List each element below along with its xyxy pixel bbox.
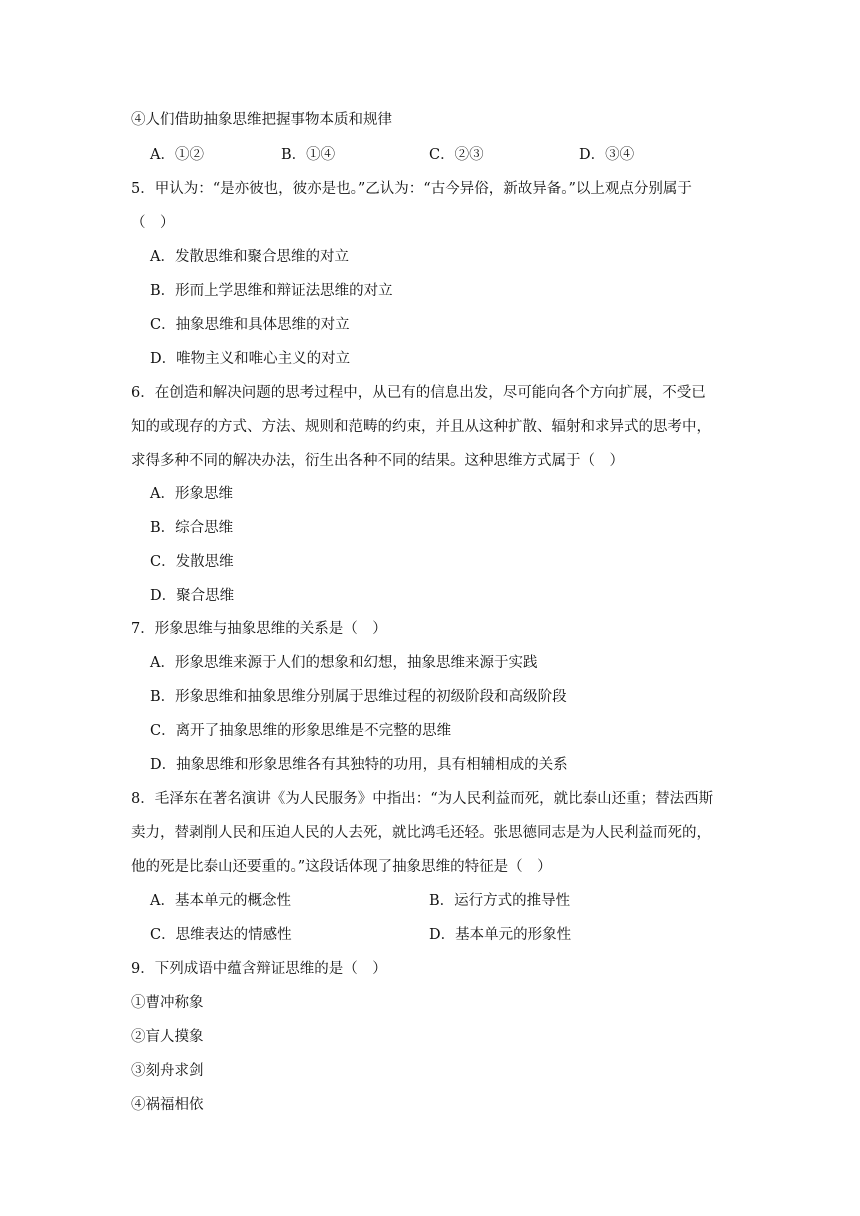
q9-stem: 9．下列成语中蕴含辩证思维的是（ ）: [131, 961, 387, 977]
q8-option-b: B．运行方式的推导性: [429, 893, 571, 909]
q9-statement-4: ④祸福相依: [131, 1097, 204, 1113]
q9-statement-2: ②盲人摸象: [131, 1029, 204, 1045]
q6-option-b: B．综合思维: [150, 520, 234, 536]
q7-option-b: B．形象思维和抽象思维分别属于思维过程的初级阶段和高级阶段: [150, 689, 567, 705]
q7-option-d: D．抽象思维和形象思维各有其独特的功用，具有相辅相成的关系: [150, 757, 568, 773]
q8-option-a: A．基本单元的概念性: [150, 893, 291, 909]
q6-option-d: D．聚合思维: [150, 588, 235, 604]
q8-stem-line3: 他的死是比泰山还要重的。”这段话体现了抽象思维的特征是（ ）: [131, 859, 552, 875]
q7-stem: 7．形象思维与抽象思维的关系是（ ）: [131, 621, 387, 637]
q6-option-c: C．发散思维: [150, 554, 234, 570]
q4-option-b: B．①④: [281, 147, 336, 163]
q6-stem-line3: 求得多种不同的解决办法，衍生出各种不同的结果。这种思维方式属于（ ）: [131, 453, 624, 469]
q8-stem-line1: 8．毛泽东在著名演讲《为人民服务》中指出：“为人民利益而死，就比泰山还重；替法西斯: [131, 791, 714, 807]
q6-stem-line2: 知的或现存的方式、方法、规则和范畴的约束，并且从这种扩散、辐射和求异式的思考中，: [131, 419, 711, 435]
q5-stem-paren: （ ）: [131, 215, 175, 231]
q7-option-c: C．离开了抽象思维的形象思维是不完整的思维: [150, 723, 452, 739]
q5-stem: 5．甲认为：“是亦彼也，彼亦是也。”乙认为：“古今异俗，新故异备。”以上观点分别属于: [131, 181, 692, 197]
q4-option-a: A．①②: [150, 147, 204, 163]
q8-stem-line2: 卖力，替剥削人民和压迫人民的人去死，就比鸿毛还轻。张思德同志是为人民利益而死的，: [131, 825, 711, 841]
q4-statement-4: ④人们借助抽象思维把握事物本质和规律: [131, 112, 392, 128]
q5-option-b: B．形而上学思维和辩证法思维的对立: [150, 283, 393, 299]
q5-option-a: A．发散思维和聚合思维的对立: [150, 249, 349, 265]
q8-option-d: D．基本单元的形象性: [429, 927, 572, 943]
q9-statement-3: ③刻舟求剑: [131, 1063, 204, 1079]
q4-option-c: C．②③: [429, 147, 484, 163]
q8-option-c: C．思维表达的情感性: [150, 927, 292, 943]
q6-stem-line1: 6．在创造和解决问题的思考过程中，从已有的信息出发，尽可能向各个方向扩展，不受已: [131, 385, 706, 401]
q4-option-d: D．③④: [579, 147, 635, 163]
q6-option-a: A．形象思维: [150, 486, 233, 502]
q9-statement-1: ①曹冲称象: [131, 995, 204, 1011]
q7-option-a: A．形象思维来源于人们的想象和幻想，抽象思维来源于实践: [150, 655, 538, 671]
q5-option-c: C．抽象思维和具体思维的对立: [150, 317, 350, 333]
q5-option-d: D．唯物主义和唯心主义的对立: [150, 351, 351, 367]
